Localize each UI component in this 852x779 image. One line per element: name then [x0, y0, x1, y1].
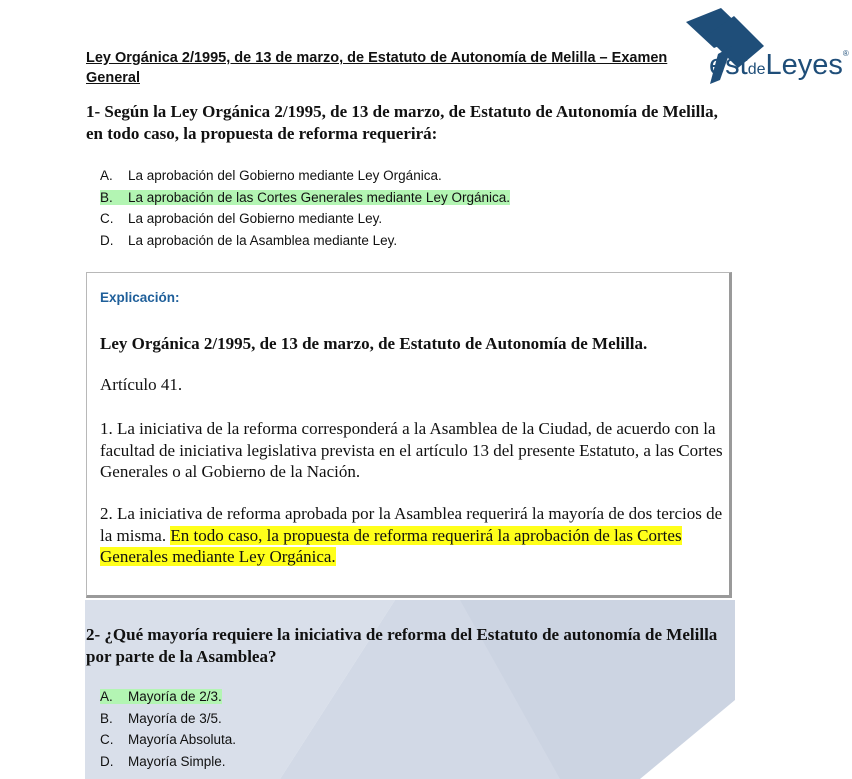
- explanation-paragraph-2-highlight: En todo caso, la propuesta de reforma requerirá la aprobación de las Cortes Generales mediante Ley Orgánica.: [100, 525, 682, 566]
- explanation-label: Explicación:: [100, 290, 180, 305]
- document-title: Ley Orgánica 2/1995, de 13 de marzo, de Estatuto de Autonomía de Melilla – Examen General: [86, 50, 668, 86]
- question-2-options: [100, 686, 236, 772]
- question-2-option-d[interactable]: D. Mayoría Simple.: [100, 753, 226, 769]
- explanation-paragraph-2-plain: 2. La iniciativa de reforma aprobada por la Asamblea requerirá la mayoría de dos tercios de la misma.: [100, 504, 723, 545]
- explanation-paragraph-2: [100, 503, 725, 568]
- question-1-option-d[interactable]: D. La aprobación de la Asamblea mediante Ley.: [100, 232, 398, 248]
- explanation-paragraph-1: 1. La iniciativa de la reforma corresponderá a la Asamblea de la Ciudad, de acuerdo con la facultad de iniciativa legislativa prevista en el artículo 13 del presente Estatuto, a las Cortes Generales o al Gobierno de la Nación.: [100, 419, 723, 481]
- question-1-option-c[interactable]: C. La aprobación del Gobierno mediante Ley.: [100, 211, 383, 226]
- question-2-option-b[interactable]: B. Mayoría de 3/5.: [100, 710, 222, 726]
- question-2-option-a-correct[interactable]: A. Mayoría de 2/3.: [100, 689, 222, 704]
- question-1-option-b-correct[interactable]: B. La aprobación de las Cortes Generales mediante Ley Orgánica.: [100, 189, 510, 205]
- question-1-text: 1- Según la Ley Orgánica 2/1995, de 13 de marzo, de Estatuto de Autonomía de Melilla, en todo caso, la propuesta de reforma requerirá:: [86, 102, 718, 143]
- question-2-option-c[interactable]: C. Mayoría Absoluta.: [100, 732, 237, 747]
- question-2-text: 2- ¿Qué mayoría requiere la iniciativa de reforma del Estatuto de autonomía de Melilla por parte de la Asamblea?: [86, 625, 718, 666]
- testdeleyes-logo-text: estdeLeyes®: [709, 49, 849, 81]
- question-1-option-a[interactable]: A. La aprobación del Gobierno mediante Ley Orgánica.: [100, 168, 442, 183]
- explanation-law-title: Ley Orgánica 2/1995, de 13 de marzo, de Estatuto de Autonomía de Melilla.: [100, 334, 648, 353]
- question-1-options: [100, 165, 510, 251]
- explanation-article: Artículo 41.: [100, 375, 183, 394]
